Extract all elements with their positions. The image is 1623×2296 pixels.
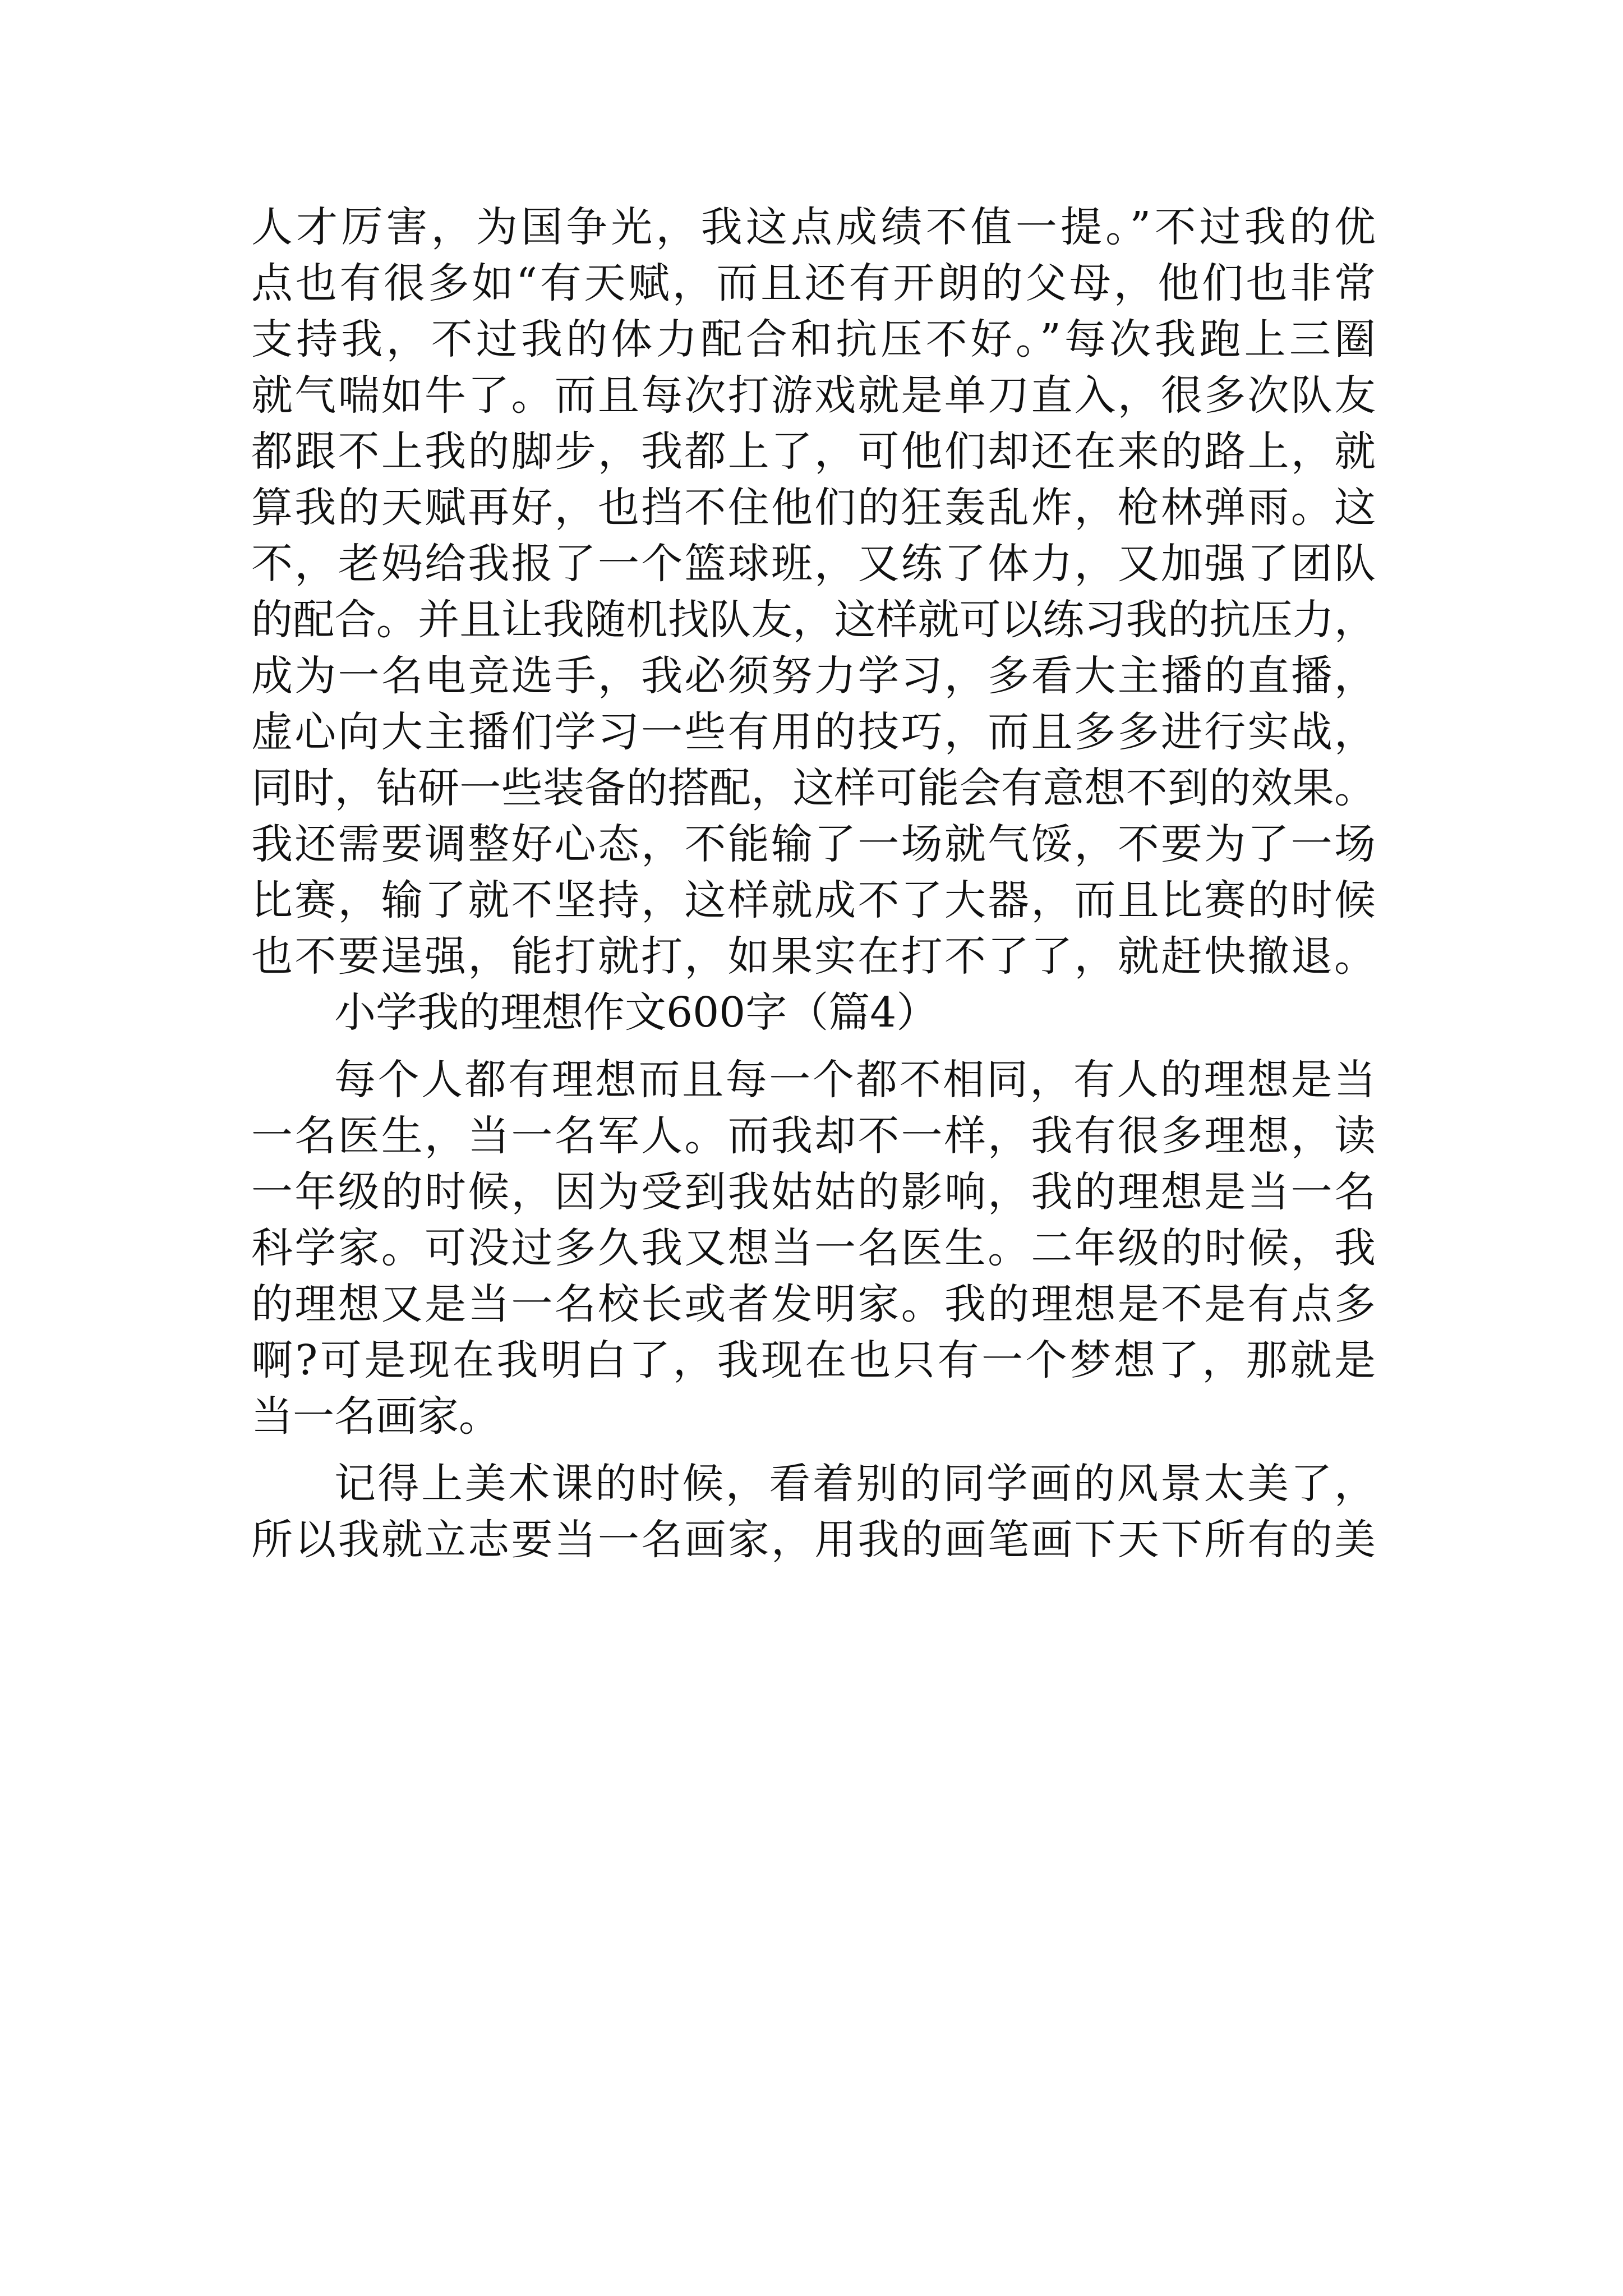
text-line: 就气喘如牛了。而且每次打游戏就是单刀直入，很多次队友 — [251, 371, 1376, 420]
text-line: 人才厉害，为国争光，我这点成绩不值一提。”不过我的优 — [251, 203, 1376, 251]
text-line: 算我的天赋再好，也挡不住他们的狂轰乱炸，枪林弹雨。这 — [251, 484, 1376, 532]
text-line: 当一名画家。 — [251, 1392, 500, 1441]
text-line: 支持我，不过我的体力配合和抗压不好。”每次我跑上三圈 — [251, 315, 1376, 364]
text-line: 一名医生，当一名军人。而我却不一样，我有很多理想，读 — [251, 1112, 1376, 1160]
text-line: 每个人都有理想而且每一个都不相同，有人的理想是当 — [334, 1056, 1376, 1104]
paragraph-3 — [251, 1456, 1376, 1568]
text-line: 同时，钻研一些装备的搭配，这样可能会有意想不到的效果。 — [251, 764, 1376, 812]
text-line: 记得上美术课的时候，看着别的同学画的风景太美了， — [334, 1460, 1376, 1508]
text-line: 的配合。并且让我随机找队友，这样就可以练习我的抗压力， — [251, 596, 1376, 644]
text-line: 的理想又是当一名校长或者发明家。我的理想是不是有点多 — [251, 1280, 1376, 1328]
paragraph-2 — [251, 1052, 1376, 1444]
text-line: 成为一名电竞选手，我必须努力学习，多看大主播的直播， — [251, 652, 1376, 700]
section-heading: 小学我的理想作文600字（篇4） — [334, 988, 938, 1037]
text-line: 啊?可是现在我明白了，我现在也只有一个梦想了，那就是 — [251, 1336, 1376, 1384]
text-line: 一年级的时候，因为受到我姑姑的影响，我的理想是当一名 — [251, 1168, 1376, 1216]
text-line: 虚心向大主播们学习一些有用的技巧，而且多多进行实战， — [251, 708, 1376, 756]
text-line: 比赛，输了就不坚持，这样就成不了大器，而且比赛的时候 — [251, 876, 1376, 924]
paragraph-1 — [251, 199, 1376, 984]
text-line: 点也有很多如“有天赋，而且还有开朗的父母，他们也非常 — [251, 259, 1376, 307]
text-line: 也不要逞强，能打就打，如果实在打不了了，就赶快撤退。 — [251, 932, 1376, 981]
text-line: 所以我就立志要当一名画家，用我的画笔画下天下所有的美 — [251, 1516, 1376, 1564]
text-line: 我还需要调整好心态，不能输了一场就气馁，不要为了一场 — [251, 820, 1376, 868]
text-line: 科学家。可没过多久我又想当一名医生。二年级的时候，我 — [251, 1224, 1376, 1272]
text-line: 都跟不上我的脚步，我都上了，可他们却还在来的路上，就 — [251, 427, 1376, 476]
document-page — [251, 199, 1376, 1568]
text-line: 不，老妈给我报了一个篮球班，又练了体力，又加强了团队 — [251, 540, 1376, 588]
